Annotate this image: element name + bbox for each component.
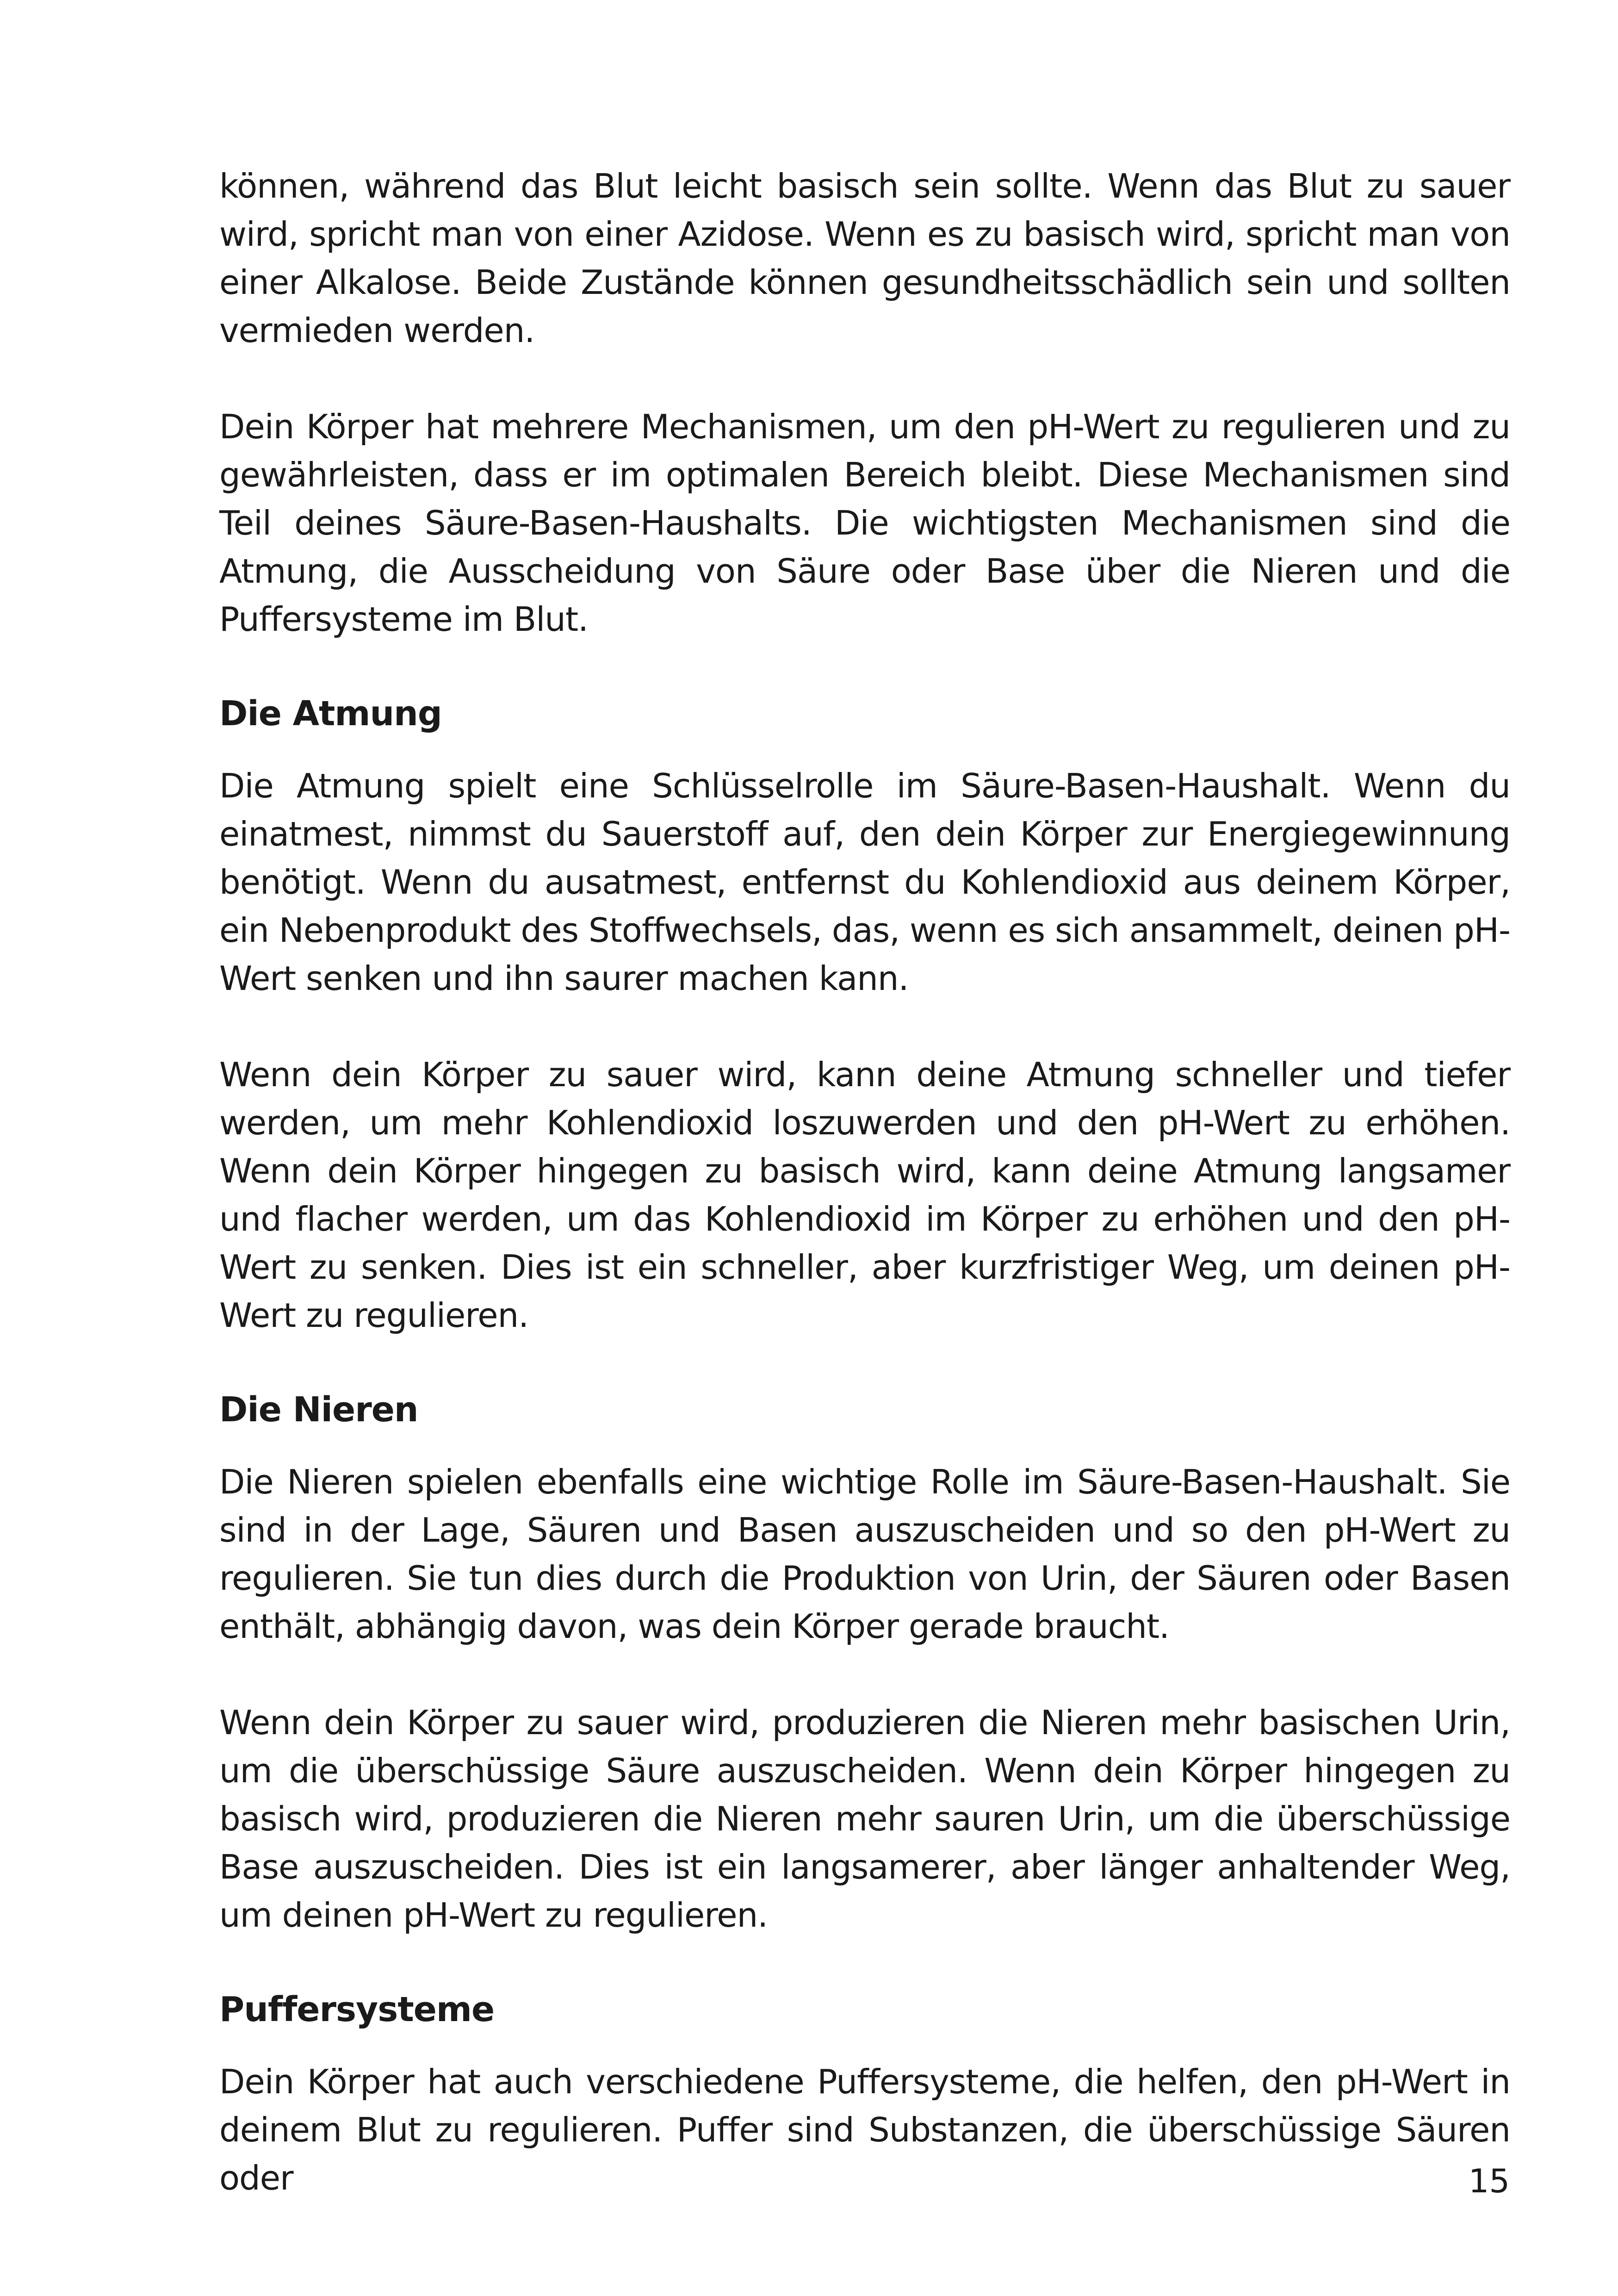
paragraph-nieren-2: Wenn dein Körper zu sauer wird, produzieren die Nieren mehr basischen Urin, um die überschüssige Säure auszuscheiden. Wenn dein Körper hingegen zu basisch wird, produzieren die Nieren mehr sauren Urin, um die überschüssige Base auszuscheiden. Dies ist ein langsamerer, aber länger anhaltender Weg, um deinen pH-Wert zu regulieren. (219, 1703, 1510, 1935)
page-number: 15 (1468, 2162, 1510, 2200)
paragraph-nieren-1: Die Nieren spielen ebenfalls eine wichtige Rolle im Säure-Basen-Haushalt. Sie sind in der Lage, Säuren und Basen auszuscheiden und so den pH-Wert zu regulieren. Sie tun dies durch die Produktion von Urin, der Säuren oder Basen enthält, abhängig davon, was dein Körper gerade braucht. (219, 1462, 1510, 1646)
paragraph-puffersysteme: Dein Körper hat auch verschiedene Puffersysteme, die helfen, den pH-Wert in deinem Blut zu regulieren. Puffer sind Substanzen, die überschüssige Säuren oder (219, 2062, 1510, 2197)
page-body (219, 162, 1510, 2202)
heading-nieren: Die Nieren (219, 1390, 418, 1430)
paragraph-mechanismen: Dein Körper hat mehrere Mechanismen, um den pH-Wert zu regulieren und zu gewährleisten, dass er im optimalen Bereich bleibt. Diese Mechanismen sind Teil deines Säure-Basen-Haushalts. Die wichtigsten Mechanismen sind die Atmung, die Ausscheidung von Säure oder Base über die Nieren und die Puffersysteme im Blut. (219, 407, 1510, 639)
heading-puffersysteme: Puffersysteme (219, 1990, 495, 2029)
paragraph-atmung-2: Wenn dein Körper zu sauer wird, kann deine Atmung schneller und tiefer werden, um mehr Kohlendioxid loszuwerden und den pH-Wert zu erhöhen. Wenn dein Körper hingegen zu basisch wird, kann deine Atmung langsamer und flacher werden, um das Kohlendioxid im Körper zu erhöhen und den pH-Wert zu senken. Dies ist ein schneller, aber kurzfristiger Weg, um deinen pH-Wert zu regulieren. (219, 1055, 1510, 1335)
heading-atmung: Die Atmung (219, 694, 442, 734)
paragraph-atmung-1: Die Atmung spielt eine Schlüsselrolle im Säure-Basen-Haushalt. Wenn du einatmest, nimmst du Sauerstoff auf, den dein Körper zur Energiegewinnung benötigt. Wenn du ausatmest, entfernst du Kohlendioxid aus deinem Körper, ein Nebenprodukt des Stoffwechsels, das, wenn es sich ansammelt, deinen pH-Wert senken und ihn saurer machen kann. (219, 766, 1510, 998)
paragraph-azidose-alkalose: können, während das Blut leicht basisch sein sollte. Wenn das Blut zu sauer wird, spricht man von einer Azidose. Wenn es zu basisch wird, spricht man von einer Alkalose. Beide Zustände können gesundheitsschädlich sein und sollten vermieden werden. (219, 167, 1510, 350)
